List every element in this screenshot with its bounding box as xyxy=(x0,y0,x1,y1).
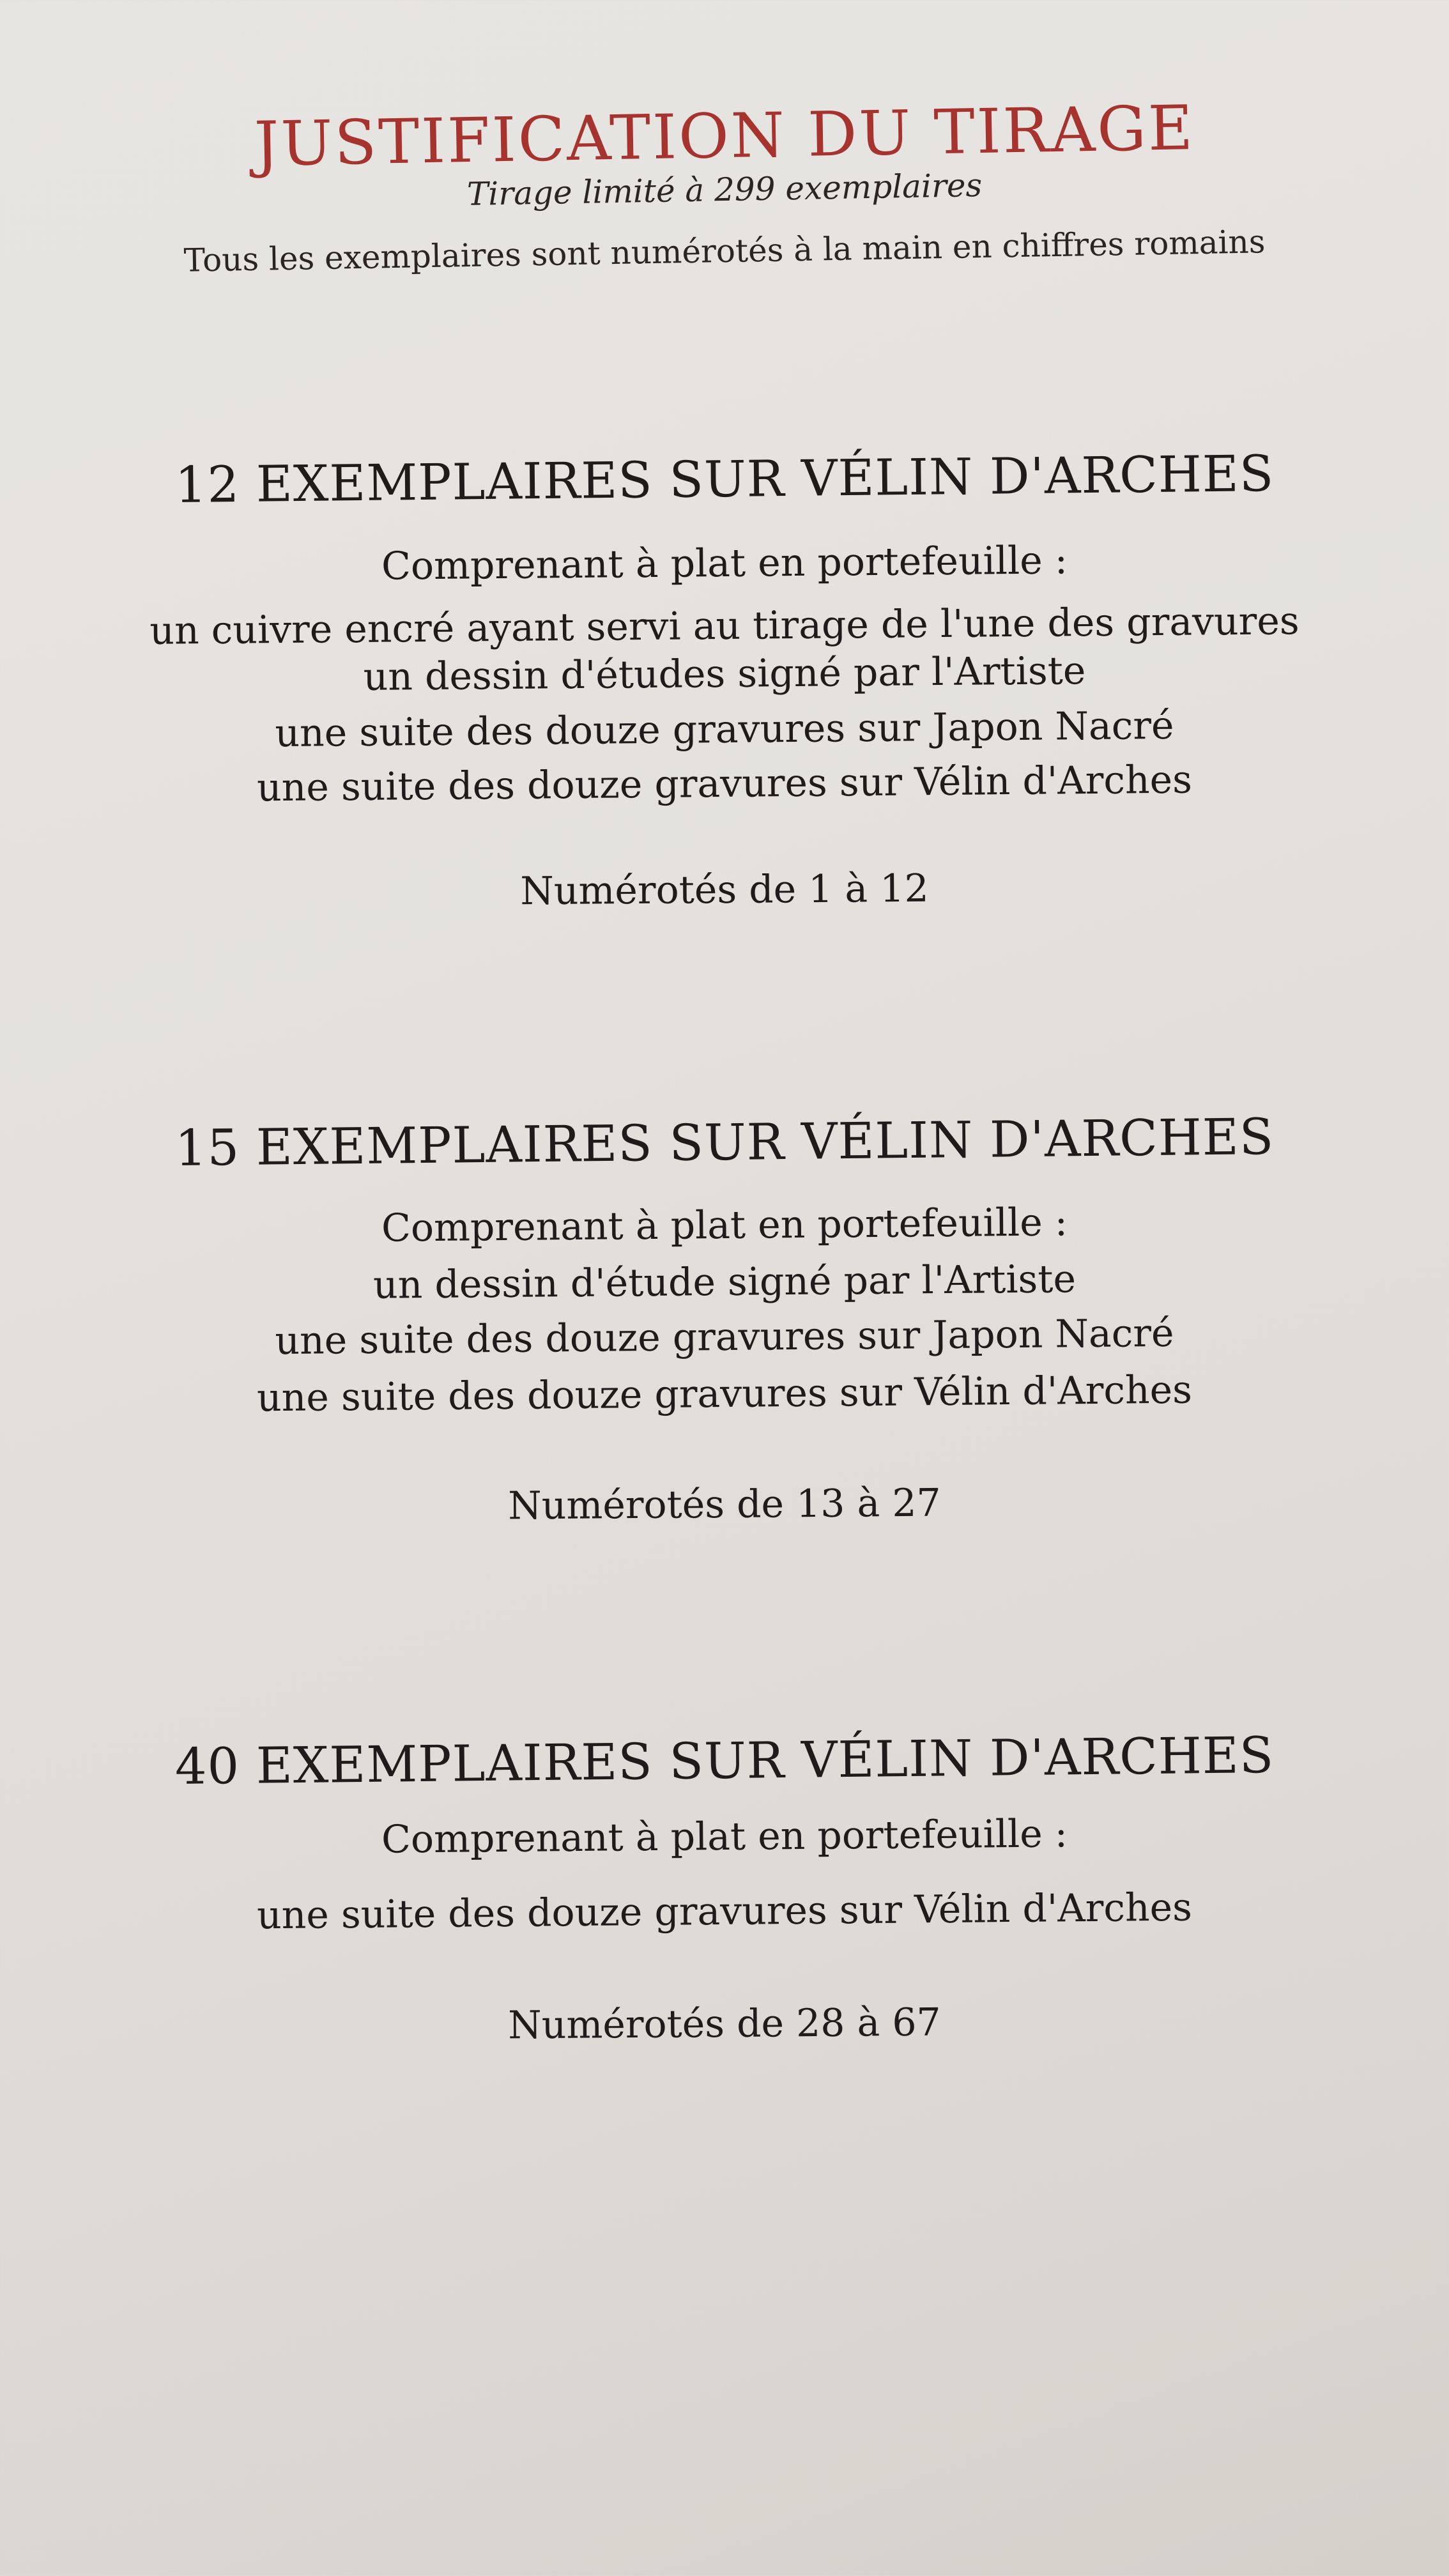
page-title: JUSTIFICATION DU TIRAGE xyxy=(254,92,1195,180)
section-line: un dessin d'étude signé par l'Artiste xyxy=(372,1257,1077,1308)
section-numbering: Numérotés de 13 à 27 xyxy=(508,1480,941,1529)
section-numbering: Numérotés de 28 à 67 xyxy=(508,2000,941,2048)
print-run-subtitle: Tirage limité à 299 exemplaires xyxy=(466,166,983,213)
section-line: Comprenant à plat en portefeuille : xyxy=(381,1811,1068,1862)
section-line: une suite des douze gravures sur Vélin d'Arches xyxy=(256,1367,1193,1421)
section-line: une suite des douze gravures sur Vélin d'Arches xyxy=(256,757,1193,811)
section-line: Comprenant à plat en portefeuille : xyxy=(381,538,1068,589)
numbering-note: Tous les exemplaires sont numérotés à la main en chiffres romains xyxy=(183,223,1266,279)
section-numbering: Numérotés de 1 à 12 xyxy=(520,866,929,914)
section-line: une suite des douze gravures sur Vélin d'Arches xyxy=(256,1885,1193,1938)
section-line: un dessin d'études signé par l'Artiste xyxy=(363,648,1086,700)
section-heading: 15 EXEMPLAIRES SUR VÉLIN D'ARCHES xyxy=(174,1108,1275,1178)
section-heading: 12 EXEMPLAIRES SUR VÉLIN D'ARCHES xyxy=(174,445,1275,515)
section-line: un cuivre encré ayant servi au tirage de l'une des gravures xyxy=(150,599,1300,654)
section-line: une suite des douze gravures sur Japon Nacré xyxy=(275,703,1174,756)
section-line: Comprenant à plat en portefeuille : xyxy=(381,1200,1068,1251)
section-heading: 40 EXEMPLAIRES SUR VÉLIN D'ARCHES xyxy=(174,1726,1275,1797)
section-line: une suite des douze gravures sur Japon Nacré xyxy=(275,1310,1174,1364)
